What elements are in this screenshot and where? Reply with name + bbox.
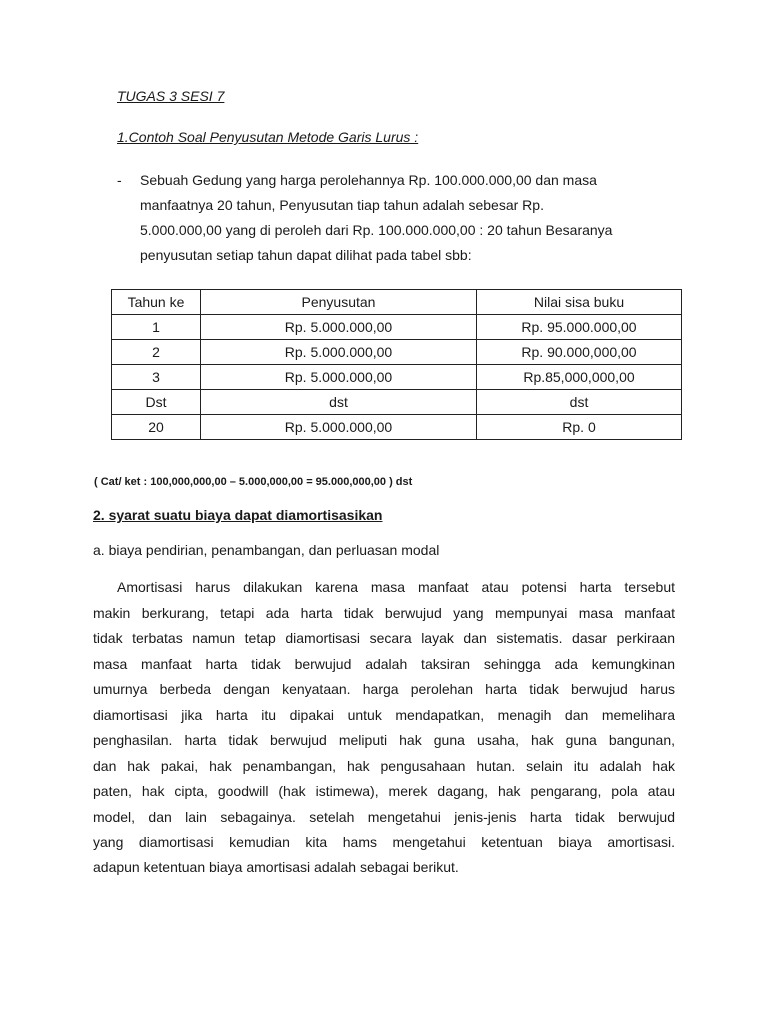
header-penyusutan: Penyusutan <box>201 290 477 315</box>
cell-tahun: 1 <box>112 315 201 340</box>
cell-penyusutan: Rp. 5.000.000,00 <box>201 415 477 440</box>
bullet-text-line: 5.000.000,00 yang di peroleh dari Rp. 100.000.000,00 : 20 tahun Besaranya <box>140 222 613 238</box>
depreciation-table <box>111 289 682 440</box>
table-row <box>112 390 682 415</box>
table-row <box>112 340 682 365</box>
paragraph-line: tidak terbatas namun tetap diamortisasi secara layak dan sistematis. dasar perkiraan <box>93 630 675 646</box>
paragraph-line: diamortisasi jika harta itu dipakai untuk mendapatkan, menagih dan memelihara <box>93 707 675 723</box>
header-nilai-sisa-buku: Nilai sisa buku <box>477 290 682 315</box>
cell-nilai-sisa: Rp.85,000,000,00 <box>477 365 682 390</box>
paragraph-line: Amortisasi harus dilakukan karena masa manfaat atau potensi harta tersebut <box>117 579 675 595</box>
table-row <box>112 415 682 440</box>
page-title: TUGAS 3 SESI 7 <box>117 88 225 104</box>
cell-penyusutan: Rp. 5.000.000,00 <box>201 340 477 365</box>
cell-nilai-sisa: dst <box>477 390 682 415</box>
paragraph-line: masa manfaat harta tidak berwujud adalah taksiran sehingga ada kemungkinan <box>93 656 675 672</box>
section-2-heading: 2. syarat suatu biaya dapat diamortisasikan <box>93 507 383 523</box>
table-header-row <box>112 290 682 315</box>
cell-penyusutan: Rp. 5.000.000,00 <box>201 365 477 390</box>
table-row <box>112 315 682 340</box>
calculation-note: ( Cat/ ket : 100,000,000,00 – 5.000,000,00 = 95.000,000,00 ) dst <box>94 476 413 488</box>
paragraph-line: paten, hak cipta, goodwill (hak istimewa), merek dagang, hak pengarang, pola atau <box>93 783 675 799</box>
paragraph-line: adapun ketentuan biaya amortisasi adalah sebagai berikut. <box>93 859 459 875</box>
paragraph-line: makin berkurang, tetapi ada harta tidak berwujud yang mempunyai masa manfaat <box>93 605 675 621</box>
table-row <box>112 365 682 390</box>
list-item-a: a. biaya pendirian, penambangan, dan perluasan modal <box>93 542 440 558</box>
section-1-heading: 1.Contoh Soal Penyusutan Metode Garis Lurus : <box>117 129 419 145</box>
cell-tahun: 2 <box>112 340 201 365</box>
paragraph-line: yang diamortisasi kemudian kita hams mengetahui ketentuan biaya amortisasi. <box>93 834 675 850</box>
paragraph-line: dan hak pakai, hak penambangan, hak pengusahaan hutan. selain itu adalah hak <box>93 758 675 774</box>
bullet-text-line: Sebuah Gedung yang harga perolehannya Rp. 100.000.000,00 dan masa <box>140 172 597 188</box>
paragraph-line: umurnya berbeda dengan kenyataan. harga perolehan harta tidak berwujud harus <box>93 681 675 697</box>
bullet-text-line: penyusutan setiap tahun dapat dilihat pada tabel sbb: <box>140 247 472 263</box>
cell-nilai-sisa: Rp. 90.000,000,00 <box>477 340 682 365</box>
cell-penyusutan: Rp. 5.000.000,00 <box>201 315 477 340</box>
cell-tahun: 20 <box>112 415 201 440</box>
cell-penyusutan: dst <box>201 390 477 415</box>
bullet-dash: - <box>117 172 122 188</box>
paragraph-line: penghasilan. harta tidak berwujud meliputi hak guna usaha, hak guna bangunan, <box>93 732 675 748</box>
cell-nilai-sisa: Rp. 0 <box>477 415 682 440</box>
paragraph-line: model, dan lain sebagainya. setelah mengetahui jenis-jenis harta tidak berwujud <box>93 809 675 825</box>
cell-tahun: 3 <box>112 365 201 390</box>
bullet-text-line: manfaatnya 20 tahun, Penyusutan tiap tahun adalah sebesar Rp. <box>140 197 544 213</box>
cell-tahun: Dst <box>112 390 201 415</box>
cell-nilai-sisa: Rp. 95.000.000,00 <box>477 315 682 340</box>
header-tahun-ke: Tahun ke <box>112 290 201 315</box>
